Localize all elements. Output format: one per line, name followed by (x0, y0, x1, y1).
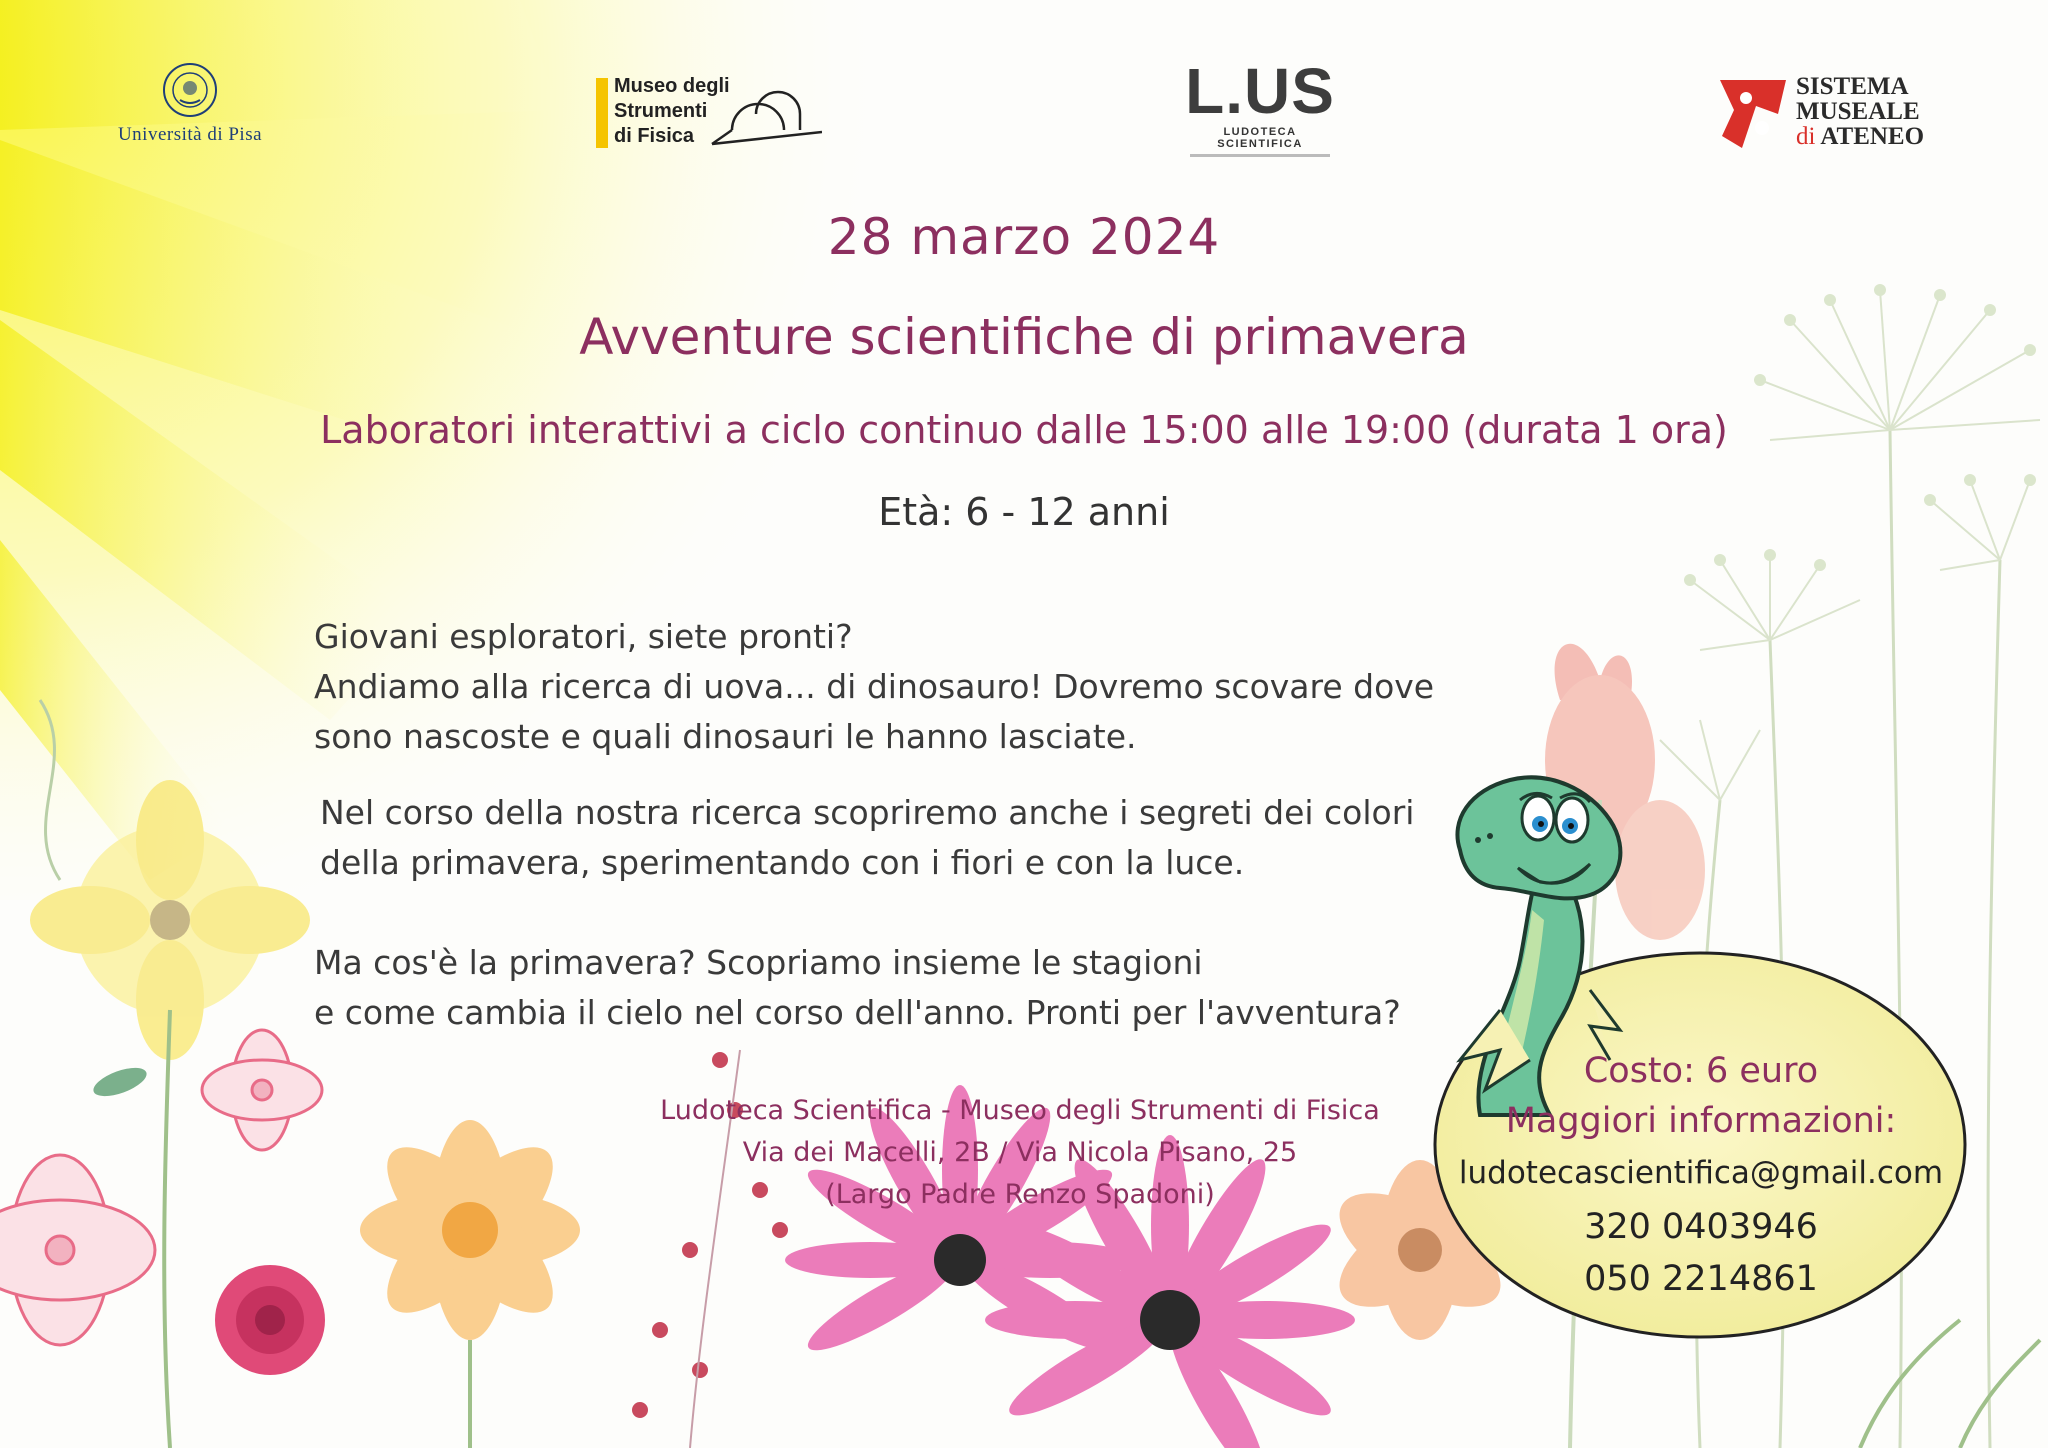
museum-logo (596, 70, 826, 156)
address-line-3: (Largo Padre Renzo Spadoni) (825, 1179, 1215, 1210)
event-address (660, 1090, 1380, 1216)
event-age: Età: 6 - 12 anni (878, 490, 1170, 534)
description-line: Giovani esploratori, siete pronti? (314, 617, 853, 656)
description-line: Andiamo alla ricerca di uova... di dinosauro! Dovremo scovare dove (314, 667, 1435, 706)
university-logo (100, 62, 280, 162)
cost-text: Costo: 6 euro (1583, 1051, 1819, 1091)
museum-logo-bar (596, 78, 608, 148)
phone-1[interactable]: 320 0403946 (1584, 1207, 1818, 1247)
museum-logo-line-2: Strumenti (614, 100, 708, 122)
info-egg (1436, 955, 1966, 1340)
description-line: della primavera, sperimentando con i fiori e con la luce. (320, 843, 1245, 882)
sistema-museale-ateneo: ATENEO (1820, 123, 1925, 150)
sistema-museale-logo (1716, 74, 1976, 160)
ludoteca-logo-tagline (1190, 154, 1330, 157)
university-seal-icon (162, 62, 218, 118)
ludoteca-logo-mark: L.US (1185, 55, 1335, 127)
description-paragraph-3 (314, 938, 1494, 1038)
sistema-museale-line-3 (1796, 124, 1924, 149)
description-paragraph-2 (320, 788, 1500, 888)
more-info-label: Maggiori informazioni: (1505, 1101, 1897, 1141)
ludoteca-logo-subtitle: LUDOTECA SCIENTIFICA (1217, 126, 1303, 150)
address-line-2: Via dei Macelli, 2B / Via Nicola Pisano, 25 (742, 1137, 1298, 1168)
event-date: 28 marzo 2024 (827, 208, 1221, 266)
description-line: e come cambia il cielo nel corso dell'anno. Pronti per l'avventura? (314, 993, 1401, 1032)
event-title: Avventure scientifiche di primavera (579, 308, 1469, 366)
ludoteca-logo (1180, 55, 1340, 158)
observatory-domes-icon (692, 74, 822, 154)
sistema-museale-icon (1716, 76, 1790, 152)
sistema-museale-line-1: SISTEMA (1796, 73, 1909, 100)
description-line: Ma cos'è la primavera? Scopriamo insieme le stagioni (314, 943, 1203, 982)
address-line-1: Ludoteca Scientifica - Museo degli Strumenti di Fisica (660, 1095, 1380, 1126)
email-link[interactable]: ludotecascientifica@gmail.com (1458, 1155, 1944, 1191)
sistema-museale-line-2: MUSEALE (1796, 98, 1920, 125)
phone-2[interactable]: 050 2214861 (1584, 1259, 1818, 1299)
description-line: Nel corso della nostra ricerca scopriremo anche i segreti dei colori (320, 793, 1415, 832)
museum-logo-line-3: di Fisica (614, 125, 695, 147)
museum-logo-line-1: Museo degli (614, 75, 730, 97)
description-line: sono nascoste e quali dinosauri le hanno lasciate. (314, 717, 1137, 756)
sistema-museale-text (1796, 74, 1924, 149)
university-name: Università di Pisa (117, 124, 263, 145)
description-paragraph-1 (314, 612, 1494, 762)
event-subtitle: Laboratori interattivi a ciclo continuo dalle 15:00 alle 19:00 (durata 1 ora) (320, 408, 1728, 452)
sistema-museale-di: di (1796, 123, 1816, 150)
